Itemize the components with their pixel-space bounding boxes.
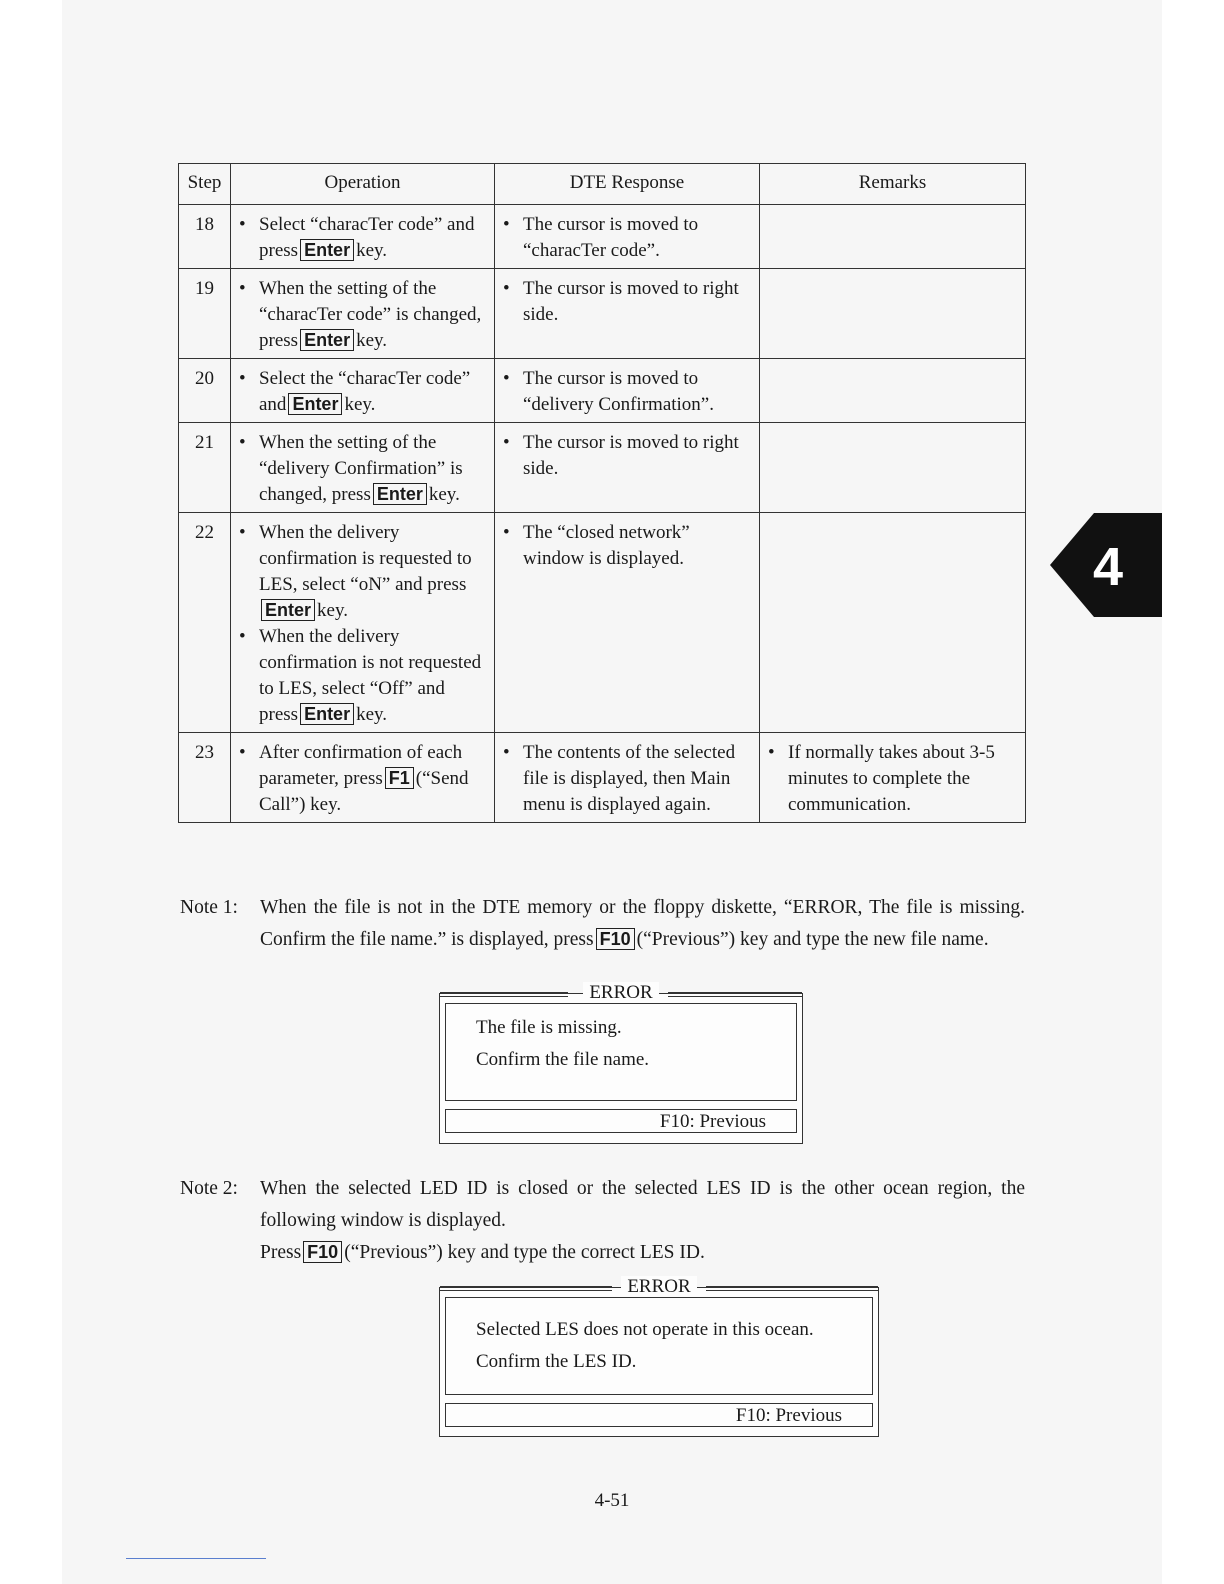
error-window-file-missing: [439, 982, 803, 1144]
cell-text: The cursor is moved to “characTer code”.: [523, 214, 699, 261]
bullet-dot: •: [239, 368, 246, 389]
bullet-item: [766, 740, 1019, 818]
chapter-number: 4: [1092, 537, 1124, 597]
table-row: [179, 359, 1026, 423]
note-2: [180, 1173, 1025, 1269]
chapter-tab: [1050, 513, 1162, 617]
remarks-cell: [760, 359, 1026, 423]
remarks-cell: [760, 733, 1026, 823]
cell-text: key.: [356, 240, 388, 261]
error-window-wrong-ocean: [439, 1276, 879, 1437]
table-row: [179, 269, 1026, 359]
bullet-dot: •: [503, 214, 510, 235]
cell-text: Select “characTer code” and press: [259, 214, 475, 261]
procedure-table: [178, 163, 1026, 823]
step-number: 20: [179, 359, 231, 423]
header-remarks: Remarks: [760, 164, 1026, 205]
error-message-line-1: The file is missing.: [476, 1017, 622, 1038]
cell-text: The cursor is moved to “delivery Confirmation”.: [523, 368, 714, 415]
bullet-dot: •: [768, 742, 775, 763]
cell-text: key.: [344, 394, 376, 415]
note-2-press: Press: [260, 1242, 302, 1263]
bullet-dot: •: [239, 742, 246, 763]
bullet-item: [237, 212, 488, 264]
bullet-item: [501, 430, 753, 482]
cell-text: When the delivery confirmation is not requested to LES, select “Off” and press: [259, 626, 482, 725]
bullet-item: [237, 520, 488, 624]
note-2-press-after: (“Previous”) key and type the correct LES ID.: [344, 1242, 705, 1263]
error-message-line-2: Confirm the LES ID.: [476, 1351, 637, 1372]
cell-text: After confirmation of each parameter, press: [259, 742, 463, 789]
footer-rule: [126, 1558, 266, 1559]
cell-text: When the setting of the “delivery Confirmation” is changed, press: [259, 432, 463, 505]
error-window-title: ERROR: [621, 1276, 696, 1297]
header-step: Step: [179, 164, 231, 205]
bullet-item: [237, 430, 488, 508]
bullet-item: [237, 624, 488, 728]
table-body: [179, 205, 1026, 823]
remarks-cell: [760, 269, 1026, 359]
bullet-dot: •: [503, 522, 510, 543]
bullet-dot: •: [239, 522, 246, 543]
operation-cell: [231, 205, 495, 269]
bullet-item: [501, 276, 753, 328]
bullet-dot: •: [239, 432, 246, 453]
step-number: 23: [179, 733, 231, 823]
operation-cell: [231, 733, 495, 823]
bullet-item: [501, 366, 753, 418]
cell-text: The cursor is moved to right side.: [523, 278, 739, 325]
remarks-cell: [760, 513, 1026, 733]
error-window-title: ERROR: [583, 982, 658, 1003]
note-1-label: Note 1:: [180, 897, 238, 918]
response-cell: [495, 205, 760, 269]
enter-key: Enter: [261, 599, 315, 621]
header-operation: Operation: [231, 164, 495, 205]
bullet-dot: •: [503, 742, 510, 763]
response-cell: [495, 359, 760, 423]
bullet-dot: •: [239, 626, 246, 647]
table-row: [179, 205, 1026, 269]
cell-text: If normally takes about 3-5 minutes to complete the communication.: [788, 742, 995, 815]
cell-text: When the delivery confirmation is requested to LES, select “oN” and press: [259, 522, 472, 595]
remarks-cell: [760, 205, 1026, 269]
bullet-dot: •: [503, 278, 510, 299]
cell-text: Select the “characTer code” and: [259, 368, 471, 415]
error-window-footer: F10: Previous: [445, 1403, 873, 1427]
enter-key: Enter: [373, 483, 427, 505]
note-1-text: When the file is not in the DTE memory or the floppy diskette, “ERROR, The file is missing. Confirm the file name.” is displayed, press: [260, 897, 1025, 950]
step-number: 18: [179, 205, 231, 269]
bullet-item: [501, 520, 753, 572]
enter-key: Enter: [300, 239, 354, 261]
operation-cell: [231, 423, 495, 513]
response-cell: [495, 733, 760, 823]
table-row: [179, 513, 1026, 733]
remarks-cell: [760, 423, 1026, 513]
bullet-item: [501, 740, 753, 818]
bullet-item: [501, 212, 753, 264]
response-cell: [495, 423, 760, 513]
error-message-line-1: Selected LES does not operate in this ocean.: [476, 1319, 814, 1340]
cell-text: (“Send Call”) key.: [259, 768, 469, 815]
note-1: [180, 892, 1025, 956]
step-number: 21: [179, 423, 231, 513]
bullet-item: [237, 740, 488, 818]
bullet-dot: •: [239, 214, 246, 235]
cell-text: When the setting of the “characTer code” is changed, press: [259, 278, 482, 351]
cell-text: The cursor is moved to right side.: [523, 432, 739, 479]
bullet-item: [237, 366, 488, 418]
error-window-footer: F10: Previous: [445, 1109, 797, 1133]
cell-text: key.: [356, 330, 388, 351]
operation-cell: [231, 513, 495, 733]
cell-text: key.: [317, 600, 348, 621]
bullet-dot: •: [503, 432, 510, 453]
page-number: 4-51: [594, 1490, 630, 1511]
note-1-text-end: (“Previous”) key and type the new file name.: [636, 929, 989, 950]
step-number: 19: [179, 269, 231, 359]
error-message-line-2: Confirm the file name.: [476, 1049, 650, 1070]
enter-key: Enter: [288, 393, 342, 415]
cell-text: key.: [356, 704, 388, 725]
table-row: [179, 423, 1026, 513]
cell-text: The contents of the selected file is displayed, then Main menu is displayed again.: [523, 742, 736, 815]
note-2-text: When the selected LED ID is closed or the selected LES ID is the other ocean region, the following window is displayed.: [260, 1178, 1025, 1231]
operation-cell: [231, 359, 495, 423]
response-cell: [495, 269, 760, 359]
cell-text: key.: [428, 484, 460, 505]
f10-key: F10: [596, 928, 635, 950]
note-2-label: Note 2:: [180, 1178, 238, 1199]
table-row: [179, 733, 1026, 823]
cell-text: The “closed network” window is displayed.: [523, 522, 690, 569]
f10-key: F10: [303, 1241, 342, 1263]
enter-key: Enter: [300, 703, 354, 725]
bullet-item: [237, 276, 488, 354]
step-number: 22: [179, 513, 231, 733]
header-dte-response: DTE Response: [495, 164, 760, 205]
response-cell: [495, 513, 760, 733]
enter-key: Enter: [300, 329, 354, 351]
operation-cell: [231, 269, 495, 359]
note-2-instruction: [260, 1237, 1025, 1269]
bullet-dot: •: [503, 368, 510, 389]
table-header-row: [179, 164, 1026, 205]
bullet-dot: •: [239, 278, 246, 299]
f1-key: F1: [385, 767, 414, 789]
